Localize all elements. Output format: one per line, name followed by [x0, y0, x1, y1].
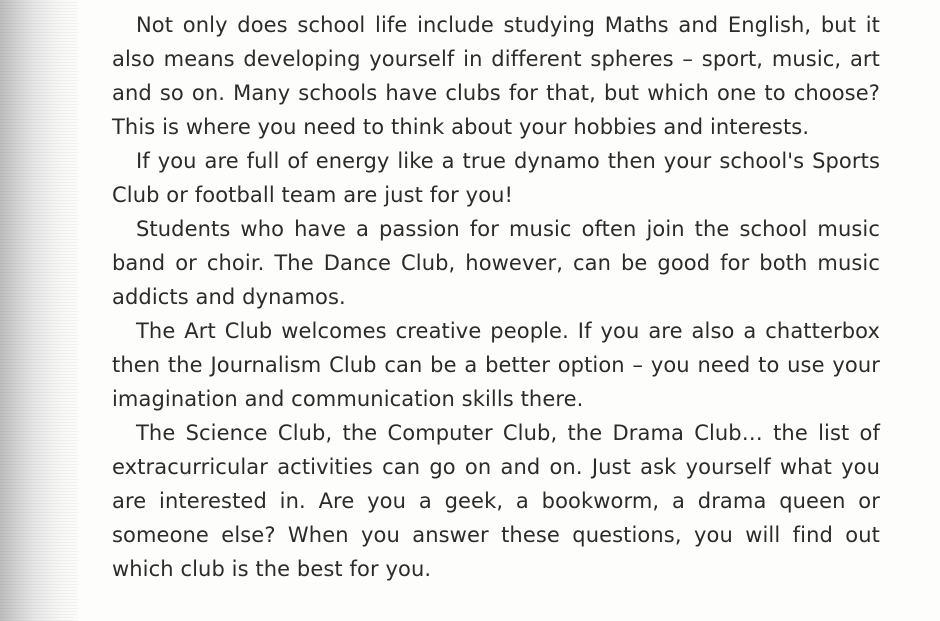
paragraph-art-journalism: The Art Club welcomes creative people. If you are also a chatterbox then the Journalism Club can be a better option – you need to use your imagination and communication skills there. [112, 319, 880, 411]
paragraph-other-clubs: The Science Club, the Computer Club, the Drama Club… the list of extracurricular activities can go on and on. Just ask yourself what you are interested in. Are you a geek, a bookworm, a drama queen or someone else? When you answer these questions, you will find out which club is the best for you. [112, 421, 880, 581]
paragraph-sports-club: If you are full of energy like a true dynamo then your school's Sports Club or football team are just for you! [112, 149, 880, 207]
paragraph-music-dance: Students who have a passion for music often join the school music band or choir. The Dance Club, however, can be good for both music addicts and dynamos. [112, 217, 880, 309]
article-text [112, 8, 880, 586]
book-spine-shadow [0, 0, 78, 621]
paragraph-school-life: Not only does school life include studying Maths and English, but it also means developing yourself in different spheres – sport, music, art and so on. Many schools have clubs for that, but which one to choose? This is where you need to think about your hobbies and interests. [112, 13, 880, 139]
